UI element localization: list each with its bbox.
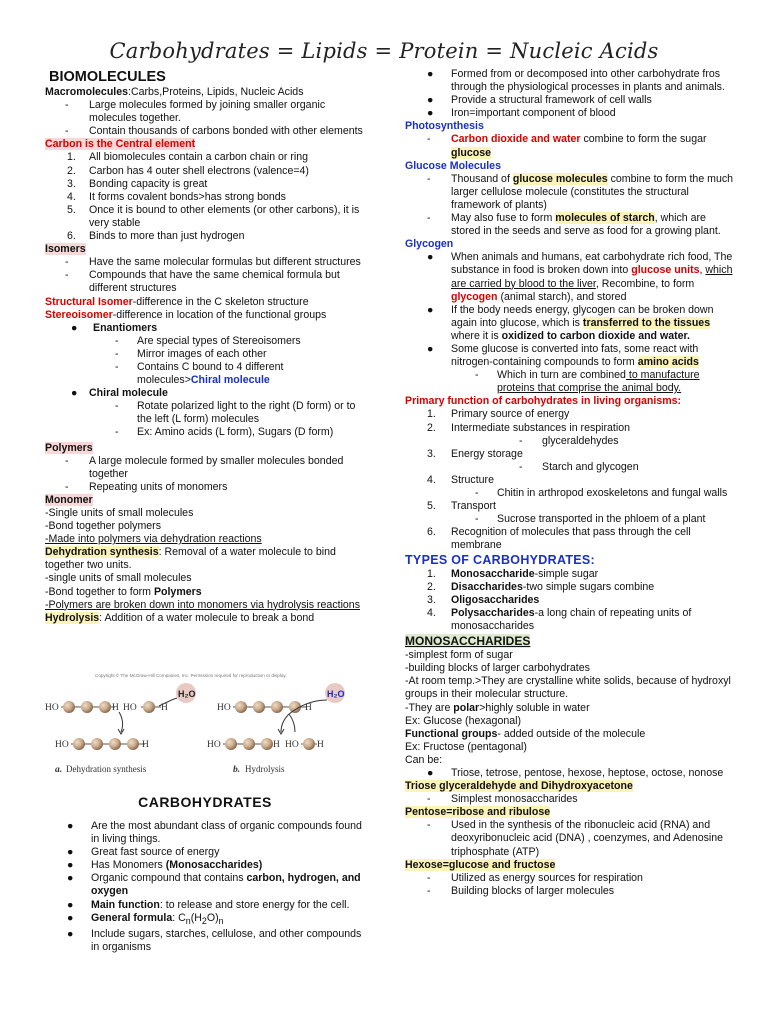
mono-line: -simplest form of sugar (405, 649, 513, 662)
list-item: - Are special types of Stereoisomers (115, 334, 301, 347)
polymers-heading: Polymers (45, 441, 93, 454)
monomer-line: -Single units of small molecules (45, 507, 194, 519)
h-label: H (142, 740, 149, 750)
monosaccharides-heading: MONOSACCHARIDES (405, 634, 531, 649)
list-item: 4. It forms covalent bonds>has strong bonds (67, 190, 286, 203)
list-item: - Building blocks of larger molecules (427, 884, 615, 897)
hydrolysis-line: Hydrolysis: Addition of a water molecule to break a bond (45, 611, 315, 624)
list-item: ● Formed from or decomposed into other carbohydrate fros through the physiological processes in plants and animals. (427, 68, 725, 94)
h-label: H (317, 740, 324, 750)
list-item: ● Some glucose is converted into fats, some react with nitrogen-containing compounds to form amino acids (427, 342, 699, 369)
ho-label: HO (45, 703, 59, 713)
glucose-heading: Glucose Molecules (405, 159, 501, 172)
h-label: H (161, 703, 168, 713)
list-item: - Contain thousands of carbons bonded with other elements (65, 125, 363, 138)
list-item: - Simplest monosaccharides (427, 793, 578, 806)
list-item: 1. All biomolecules contain a carbon chain or ring (67, 151, 309, 164)
list-item: - Carbon dioxide and water combine to form the sugar glucose (427, 133, 707, 159)
list-item: - Thousand of glucose molecules combine to form the much larger cellulose molecule (constitutes the structural framework of plants) (427, 172, 734, 211)
list-item: ● If the body needs energy, glycogen can be broken down again into glucose, which is transferred to the tissues where it is oxidized to carbon dioxide and water. (427, 303, 714, 342)
dehydration-subline: -Polymers are broken down into monomers via hydrolysis reactions (45, 598, 360, 611)
biomolecules-heading: BIOMOLECULES (49, 69, 166, 85)
water-label: H₂O (327, 689, 345, 699)
list-item: ● Triose, tetrose, pentose, hexose, heptose, octose, nonose (427, 766, 724, 779)
list-item: - Sucrose transported in the phloem of a plant (475, 513, 706, 526)
ho-label: HO (207, 740, 221, 750)
list-item: - Starch and glycogen (519, 460, 639, 473)
structural-isomer-line: Structural Isomer-difference in the C skeleton structure (45, 295, 309, 308)
list-item: 5. Once it is bound to other elements (or other carbons), it is very stable (67, 203, 360, 229)
list-item: ● When animals and humans, eat carbohydrate rich food, The substance in food is broken down into glucose units, which are carried by blood to the liver, Recombine, to form glycogen (animal starch), and stored (427, 251, 733, 303)
reaction-diagram (45, 670, 365, 780)
isomers-heading: Isomers (45, 243, 86, 256)
stereoisomer-line: Stereoisomer-difference in location of the functional groups (45, 308, 327, 321)
list-item: 3. Bonding capacity is great (67, 177, 208, 190)
ho-label: HO (217, 703, 231, 713)
list-item: ● Organic compound that contains carbon, hydrogen, and oxygen (67, 872, 361, 898)
carbon-heading: Carbon is the Central element (45, 138, 196, 151)
list-item: - Have the same molecular formulas but different structures (65, 256, 361, 269)
list-item: 6. Binds to more than just hydrogen (67, 230, 245, 243)
mono-line: Functional groups- added outside of the molecule (405, 727, 646, 740)
list-item: ● Main function: to release and store energy for the cell. (67, 898, 350, 911)
ho-label: HO (285, 740, 299, 750)
ho-label: HO (123, 703, 137, 713)
hydrolysis-panel (207, 683, 345, 775)
mono-line: -building blocks of larger carbohydrates (405, 662, 590, 675)
hexose-heading: Hexose=glucose and fructose (405, 858, 556, 871)
list-item: 3. Oligosaccharides (427, 593, 540, 606)
list-item: - A large molecule formed by smaller molecules bonded together (65, 454, 344, 480)
mono-line: Ex: Glucose (hexagonal) (405, 714, 522, 727)
chiral-item: ● Chiral molecule (71, 387, 168, 400)
list-item: 2. Carbon has 4 outer shell electrons (valence=4) (67, 164, 309, 177)
list-item: - glyceraldehydes (519, 434, 619, 447)
dehydration-hydrolysis-figure (45, 670, 365, 780)
figure-copyright: Copyright © The McGraw-Hill Companies, Inc. Permission required for reproduction or display. (95, 673, 287, 678)
ho-label: HO (55, 740, 69, 750)
list-item: - Used in the synthesis of the ribonucleic acid (RNA) and deoxyribonucleic acid (DNA) , coenzymes, and Adenosine triphosphate (ATP) (427, 819, 724, 858)
enantiomers-item: ● Enantiomers (71, 321, 158, 334)
macro-text: :Carbs,Proteins, Lipids, Nucleic Acids (128, 86, 304, 98)
h-label: H (273, 740, 280, 750)
photosynthesis-heading: Photosynthesis (405, 120, 484, 133)
dehydration-panel (45, 683, 196, 775)
mono-line: Ex: Fructose (pentagonal) (405, 740, 527, 753)
macro-label: Macromolecules (45, 86, 129, 98)
list-item: - Which in turn are combined to manufacture proteins that comprise the animal body. (475, 369, 700, 395)
left-column (45, 68, 365, 625)
list-item: 5. Transport (427, 500, 496, 513)
list-item: 2. Disaccharides-two simple sugars combine (427, 580, 655, 593)
triose-heading: Triose glyceraldehyde and Dihydroxyacetone (405, 780, 633, 793)
macromolecules-line (45, 86, 365, 99)
list-item: 6. Recognition of molecules that pass through the cell membrane (427, 526, 691, 552)
list-item: - Utilized as energy sources for respiration (427, 871, 643, 884)
list-item: - Rotate polarized light to the right (D form) or to the left (L form) molecules (115, 400, 356, 426)
dehydration-subline: -Bond together to form Polymers (45, 585, 202, 598)
monomer-line: -Bond together polymers (45, 520, 162, 533)
monomer-heading: Monomer (45, 493, 93, 506)
mono-line: -They are polar>highly soluble in water (405, 701, 590, 714)
list-item: ● Are the most abundant class of organic compounds found in living things. (67, 820, 362, 846)
list-item: 4. Structure (427, 473, 494, 486)
water-label: H₂O (178, 689, 196, 699)
list-item: ● Provide a structural framework of cell walls (427, 94, 652, 107)
monomer-line: -Made into polymers via dehydration reactions (45, 533, 262, 546)
primary-function-heading: Primary function of carbohydrates in living organisms: (405, 395, 682, 408)
list-item: 2. Intermediate substances in respiration (427, 421, 631, 434)
list-item: ● Iron=important component of blood (427, 107, 616, 120)
list-item: - Large molecules formed by joining smaller organic molecules together. (65, 99, 326, 125)
carbohydrates-list (45, 820, 365, 954)
list-item: 1. Monosaccharide-simple sugar (427, 567, 599, 580)
list-item: - Compounds that have the same chemical formula but different structures (65, 269, 340, 295)
general-formula-item: ● General formula: $C_n(H_2O)_n$ (67, 911, 224, 926)
types-heading: TYPES OF CARBOHYDRATES: (405, 553, 596, 568)
list-item: - Mirror images of each other (115, 347, 267, 360)
pentose-heading: Pentose=ribose and ribulose (405, 806, 551, 819)
right-column (405, 68, 735, 898)
list-item: 4. Polysaccharides-a long chain of repeating units of monosaccharides (427, 606, 692, 632)
h-label: H (112, 703, 119, 713)
list-item: - Repeating units of monomers (65, 480, 228, 493)
caption-a: Dehydration synthesis (66, 764, 147, 774)
list-item: ● Has Monomers (Monosaccharides) (67, 859, 263, 872)
list-item: ● Include sugars, starches, cellulose, and other compounds in organisms (67, 927, 362, 953)
h-label: H (305, 703, 312, 713)
list-item: - Contains C bound to 4 different molecules>Chiral molecule (115, 360, 284, 387)
list-item: 1. Primary source of energy (427, 408, 570, 421)
dehydration-line: Dehydration synthesis: Removal of a water molecule to bind together two units. (45, 546, 336, 572)
list-item: 3. Energy storage (427, 447, 523, 460)
caption-b: Hydrolysis (245, 764, 285, 774)
mono-line: -At room temp.>They are crystalline white solids, because of hydroxyl groups in their molecular structure. (405, 675, 731, 701)
dehydration-subline: -single units of small molecules (45, 572, 192, 585)
list-item: - Chitin in arthropod exoskeletons and fungal walls (475, 487, 728, 499)
caption-b-letter: b. (233, 765, 241, 775)
page-title: Carbohydrates = Lipids = Protein = Nucleic Acids (109, 39, 659, 63)
glycogen-heading: Glycogen (405, 238, 454, 251)
mono-line: Can be: (405, 753, 443, 766)
list-item: - May also fuse to form molecules of starch, which are stored in the seeds and serve as food for a growing plant. (427, 212, 721, 238)
carbohydrates-heading: CARBOHYDRATES (138, 794, 272, 810)
list-item: - Ex: Amino acids (L form), Sugars (D form) (115, 426, 334, 439)
caption-a-letter: a. (55, 765, 63, 775)
list-item: ● Great fast source of energy (67, 846, 220, 859)
